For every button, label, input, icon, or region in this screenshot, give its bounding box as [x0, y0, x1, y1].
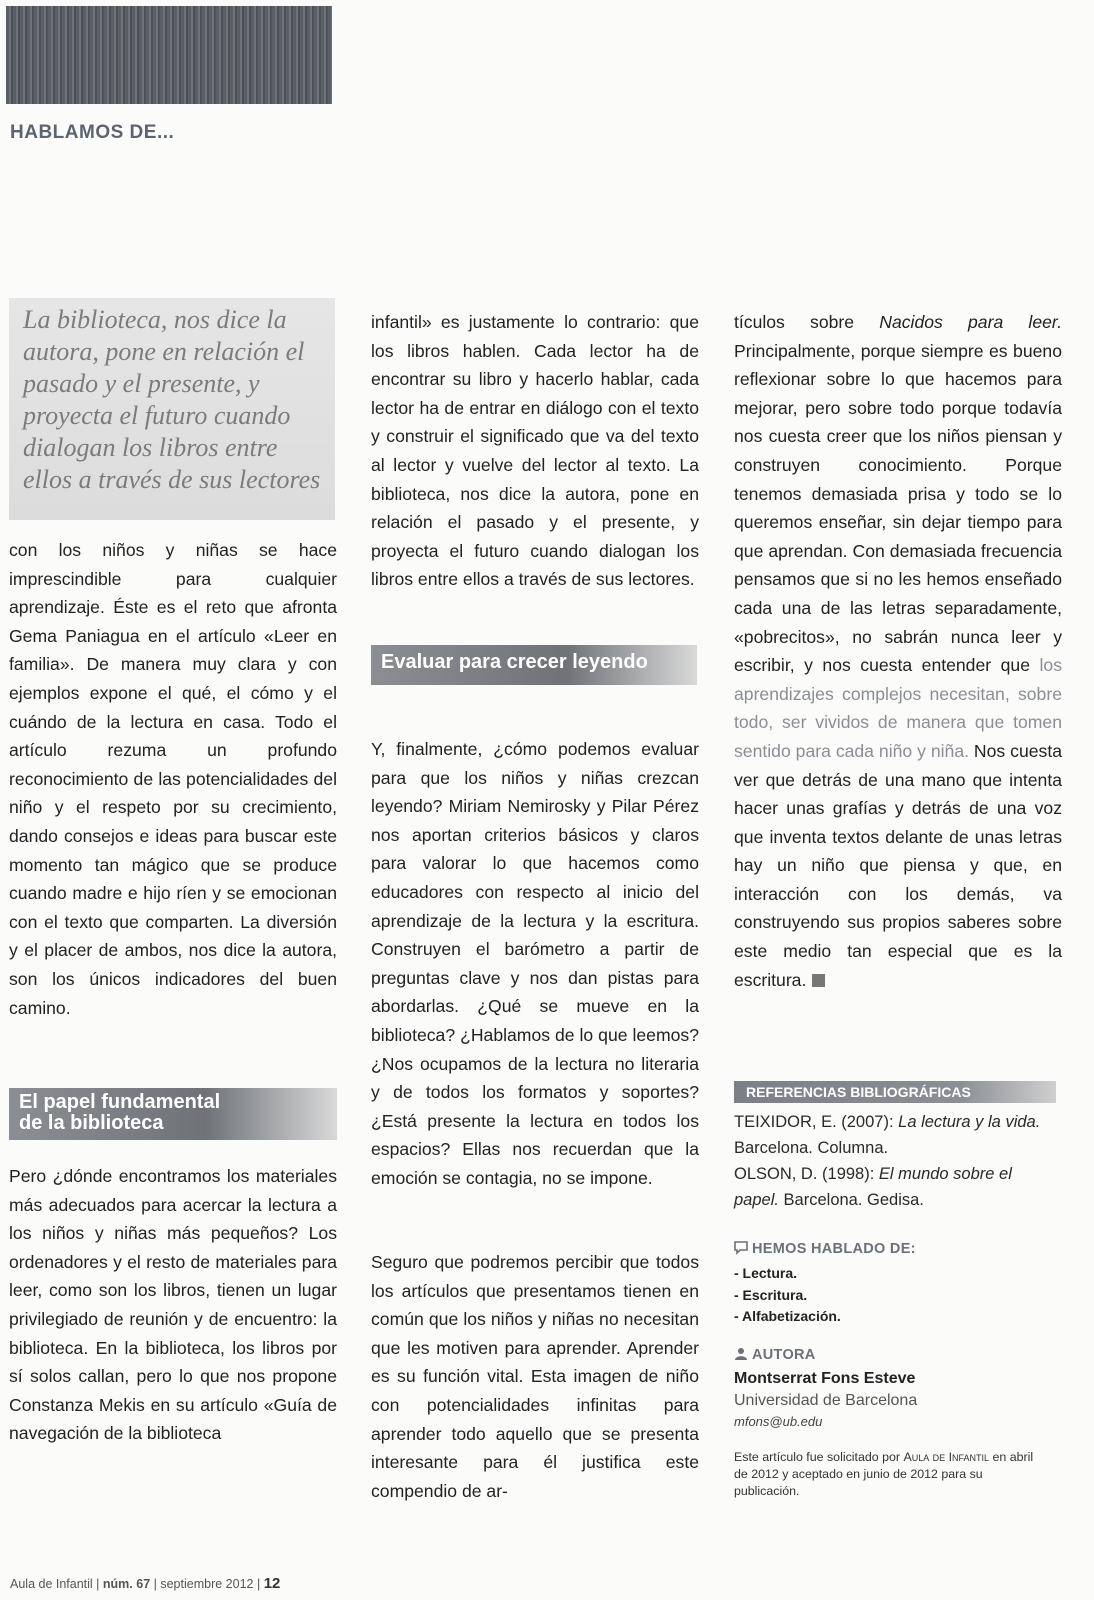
author-heading-label: AUTORA [752, 1347, 816, 1363]
column-2-paragraph-2 [371, 735, 699, 1193]
section-heading-evaluar: Evaluar para crecer leyendo [371, 645, 697, 685]
end-mark-icon [812, 974, 825, 987]
column-2-paragraph-3 [371, 1248, 699, 1505]
paragraph: con los niños y niñas se hace imprescindible para cualquier aprendizaje. Éste es el reto que afronta Gema Paniagua en el artículo «Leer en familia». De manera muy clara y con ejemplos expone el qué, el cómo y el cuándo de la lectura en casa. Todo el artículo rezuma un profundo reconocimiento de las potencialidades del niño y el respeto por su crecimiento, dando consejos e ideas para buscar este momento tan mágico que se produce cuando madre e hijo ríen y se emocionan con el texto que comparten. La diversión y el placer de ambos, nos dice la autora, son los únicos indicadores del buen camino. [9, 540, 337, 1018]
topics-heading [734, 1241, 916, 1257]
reference-author: TEIXIDOR, E. (2007): [734, 1113, 899, 1131]
footer-journal: Aula de Infantil [10, 1577, 93, 1591]
text-segment: tículos sobre [734, 312, 880, 332]
footer-issue: núm. 67 [102, 1577, 151, 1591]
reference-title: El mundo sobre el papel. [734, 1165, 1012, 1209]
list-item: - Lectura. [734, 1265, 798, 1281]
paragraph [734, 308, 1062, 994]
references-heading: REFERENCIAS BIBLIOGRÁFICAS [734, 1081, 1056, 1103]
list-item: - Alfabetización. [734, 1308, 841, 1324]
highlighted-text: los aprendizajes complejos necesitan, sobre todo, ser vividos de manera que tomen sentido para cada niño y niña. [734, 655, 1062, 761]
section-label: HABLAMOS DE... [10, 122, 175, 143]
page-number: 12 [263, 1575, 281, 1592]
pull-quote: La biblioteca, nos dice la autora, pone en relación el pasado y el presente, y proyecta el futuro cuando dialogan los libros entre ellos a través de sus lectores [9, 298, 335, 520]
paragraph: infantil» es justamente lo contrario: que los libros hablen. Cada lector ha de encontrar su libro y hacerlo hablar, cada lector ha de entrar en diálogo con el texto y construir el significado que va del texto al lector y vuelve del lector al texto. La biblioteca, nos dice la autora, pone en relación el pasado y el presente, y proyecta el futuro cuando dialogan los libros entre ellos a través de sus lectores. [371, 312, 699, 590]
paragraph: Y, finalmente, ¿cómo podemos evaluar para que los niños y niñas crezcan leyendo? Miriam Nemirosky y Pilar Pérez nos aportan criterios básicos y claros para valorar lo que hacemos como educadores con respecto al inicio del aprendizaje de la lectura y la escritura. Construyen el barómetro a partir de preguntas clave y nos dan pistas para abordarlas. ¿Qué se mueve en la biblioteca? ¿Hablamos de lo que leemos? ¿Nos ocupamos de la lectura no literaria y de todos los formatos y soportes? ¿Está presente la lectura en todos los espacios? Ellas nos recuerdan que la emoción se contagia, no se impone. [371, 739, 699, 1188]
journal-name: Aula de Infantil [903, 1450, 990, 1464]
topics-heading-label: HEMOS HABLADO DE: [752, 1241, 916, 1257]
note-text: Este artículo fue solicitado por [734, 1450, 904, 1464]
paragraph: Seguro que podremos percibir que todos los artículos que presentamos tienen en común que los niños y niñas no necesitan que les motiven para aprender. Aprender es su función vital. Esta imagen de niño con potencialidades infinitas para aprender todo aquello que se presenta interesante para él justifica este compendio de ar- [371, 1252, 699, 1501]
person-icon [734, 1347, 748, 1361]
book-title: Nacidos para leer. [879, 312, 1063, 332]
text-segment: Principalmente, porque siempre es bueno reflexionar sobre lo que hacemos para mejorar, pero sobre todo porque todavía nos cuesta creer que los niños piensan y construyen conocimiento. Porque tenemos demasiada prisa y todo se lo queremos enseñar, sin dejar tiempo para que aprendan. Con demasiada frecuencia pensamos que si no les hemos enseñado cada una de las letras separadamente, «pobrecitos», no sabrán nunca leer y escribir, y nos cuesta entender que [734, 340, 1062, 676]
reference-publisher: Barcelona. Gedisa. [778, 1191, 924, 1209]
column-1-paragraph-2 [9, 1162, 337, 1448]
speech-bubble-icon [734, 1241, 748, 1255]
column-3-paragraph [734, 308, 1062, 994]
reference-title: La lectura y la vida. [898, 1113, 1041, 1131]
references-list [734, 1109, 1060, 1213]
list-item: - Escritura. [734, 1286, 808, 1303]
page-footer: Aula de Infantil | núm. 67 | septiembre 2012 | 12 [10, 1575, 281, 1592]
reference-item [734, 1161, 1060, 1213]
heading-line-1: El papel fundamental [19, 1091, 221, 1113]
column-2-paragraph-1 [371, 308, 699, 594]
text-segment: Nos cuesta ver que detrás de una mano que intenta hacer unas grafías y detrás de una voz que inventa textos delante de unas letras hay un niño que piensa y que, en interacción con los demás, va construyendo sus propios saberes sobre este medio tan especial que es la escritura. [734, 740, 1062, 990]
note-text: en abril de 2012 y aceptado en junio de 2012 para su publicación. [734, 1450, 1034, 1498]
reference-author: OLSON, D. (1998): [734, 1165, 879, 1183]
topics-list [734, 1263, 1034, 1328]
author-heading [734, 1347, 816, 1363]
reference-item [734, 1109, 1060, 1161]
section-heading-biblioteca [9, 1088, 337, 1140]
reference-publisher: Barcelona. Columna. [734, 1139, 889, 1157]
paragraph: Pero ¿dónde encontramos los materiales más adecuados para acercar la lectura a los niños y niñas más pequeños? Los ordenadores y el resto de materiales para leer, como son los libros, tienen un lugar privilegiado de reunión y de encuentro: la biblioteca. En la biblioteca, los libros por sí solos callan, pero lo que nos propone Constanza Mekis en su artículo «Guía de navegación de la biblioteca [9, 1166, 337, 1444]
header-image-band [6, 6, 332, 104]
heading-line-2: de la biblioteca [19, 1112, 164, 1134]
publication-note [734, 1449, 1044, 1500]
column-1-paragraph-1 [9, 536, 337, 1022]
footer-date: septiembre 2012 [160, 1577, 254, 1591]
author-name: Montserrat Fons Esteve [734, 1370, 916, 1387]
author-email: mfons@ub.edu [734, 1414, 823, 1429]
author-university: Universidad de Barcelona [734, 1392, 918, 1409]
